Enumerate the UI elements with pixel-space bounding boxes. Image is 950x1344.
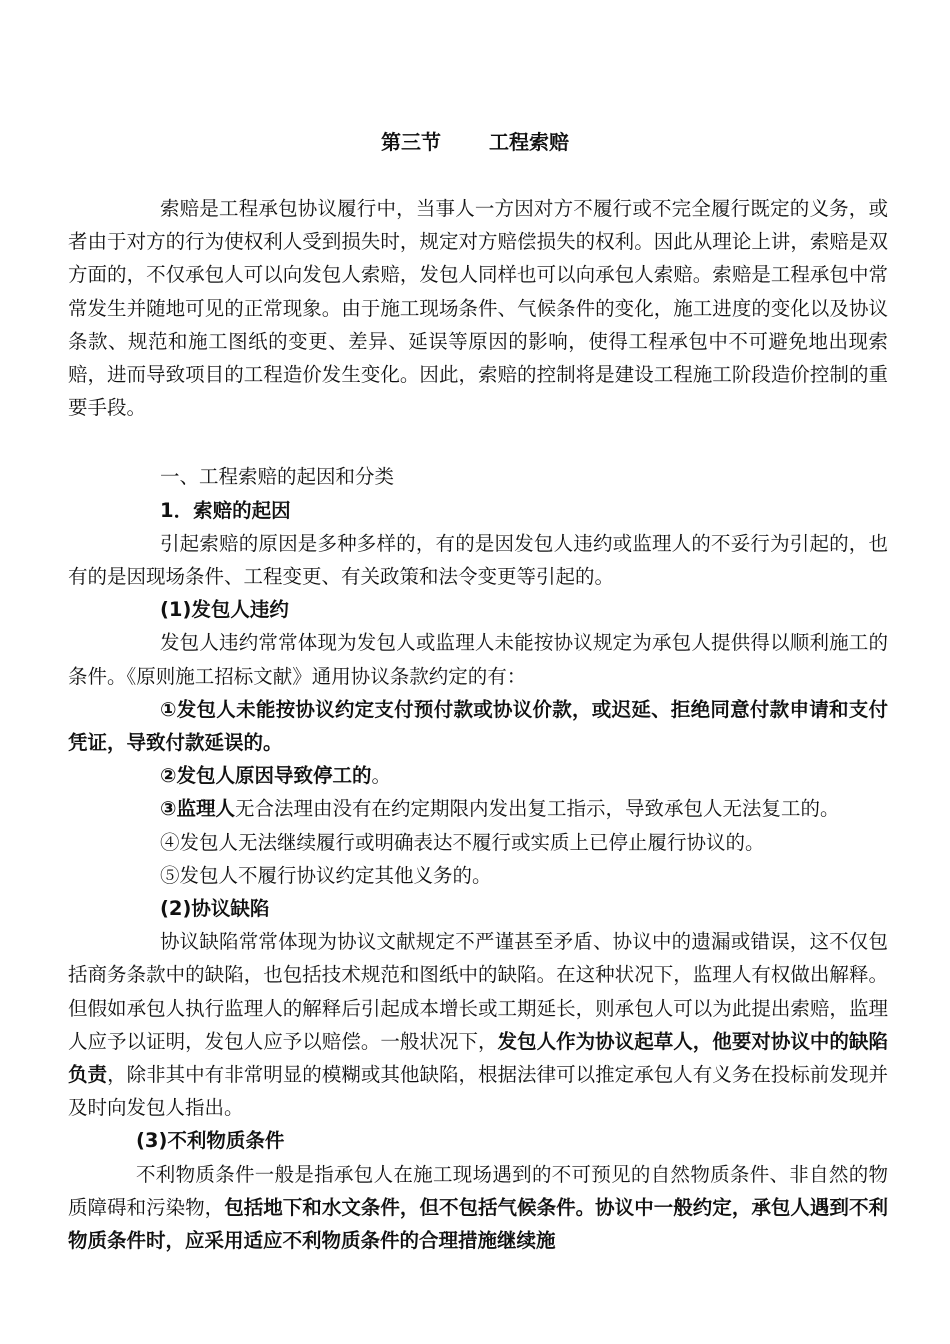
item3-text-a: 不利物质条件一般是指承包人在施工现场遇到的不可预见的自然物质条件、非自然的物质障碍和污染物，: [68, 1162, 888, 1219]
clause-2-end: 。: [371, 764, 392, 788]
item2-text-bold: 发包人作为协议起草人，他要对协议中的缺陷负责: [68, 1029, 888, 1087]
subheading-causes: 1．索赔的起因: [160, 498, 291, 522]
section-title: [0, 128, 950, 156]
item1-clause-3: [68, 792, 888, 825]
item2-text-a: 协议缺陷常常体现为协议文献规定不严谨甚至矛盾、协议中的遗漏或错误，这不仅包括商务条款中的缺陷，也包括技术规范和图纸中的缺陷。在这种状况下，监理人有权做出解释。但假如承包人执行监理人的解释后引起成本增长或工期延长，则承包人可以为此提出索赔，监理人应予以证明，发包人应予以赔偿。一般状况下，: [68, 930, 888, 1053]
causes-paragraph: 引起索赔的原因是多种多样的，有的是因发包人违约或监理人的不妥行为引起的，也有的是因现场条件、工程变更、有关政策和法令变更等引起的。: [68, 531, 888, 589]
clause-2-bold: ②发包人原因导致停工的: [160, 764, 372, 788]
item1-clause-5: ⑤发包人不履行协议约定其他义务的。: [160, 863, 492, 887]
item3-paragraph: [68, 1158, 888, 1258]
item2-heading: (2)协议缺陷: [160, 897, 270, 921]
part1-heading: 一、工程索赔的起因和分类: [160, 465, 395, 489]
section-name: 工程索赔: [489, 130, 569, 154]
item2-paragraph: [68, 925, 888, 1124]
item3-text-bold: 包括地下和水文条件，但不包括气候条件。协议中一般约定，承包人遇到不利物质条件时，应采用适应不利物质条件的合理措施继续施: [68, 1195, 888, 1253]
item1-paragraph: 发包人违约常常体现为发包人或监理人未能按协议规定为承包人提供得以顺利施工的条件。《原则施工招标文献》通用协议条款约定的有：: [68, 631, 888, 688]
document-body: [68, 192, 888, 1257]
intro-paragraph: 索赔是工程承包协议履行中，当事人一方因对方不履行或不完全履行既定的义务，或者由于对方的行为使权利人受到损失时，规定对方赔偿损失的权利。因此从理论上讲，索赔是双方面的，不仅承包人可以向发包人索赔，发包人同样也可以向承包人索赔。索赔是工程承包中常常发生并随地可见的正常现象。由于施工现场条件、气候条件的变化，施工进度的变化以及协议条款、规范和施工图纸的变更、差异、延误等原因的影响，使得工程承包中不可避免地出现索赔，进而导致项目的工程造价发生变化。因此，索赔的控制将是建设工程施工阶段造价控制的重要手段。: [68, 197, 888, 420]
item3-heading: (3)不利物质条件: [136, 1129, 285, 1153]
section-number: 第三节: [381, 130, 441, 154]
item2-text-b: ，除非其中有非常明显的模糊或其他缺陷，根据法律可以推定承包人有义务在投标前发现并及时向发包人指出。: [68, 1063, 888, 1120]
clause-3-rest: 无合法理由没有在约定期限内发出复工指示，导致承包人无法复工的。: [235, 797, 840, 821]
item1-clause-1: ①发包人未能按协议约定支付预付款或协议价款，或迟延、拒绝同意付款申请和支付凭证，导致付款延误的。: [68, 697, 888, 755]
item1-clause-4: ④发包人无法继续履行或明确表达不履行或实质上已停止履行协议的。: [160, 830, 765, 854]
item1-heading: (1)发包人违约: [160, 598, 289, 622]
item1-clause-2: [68, 759, 888, 792]
clause-3-bold: ③监理人: [160, 797, 236, 821]
